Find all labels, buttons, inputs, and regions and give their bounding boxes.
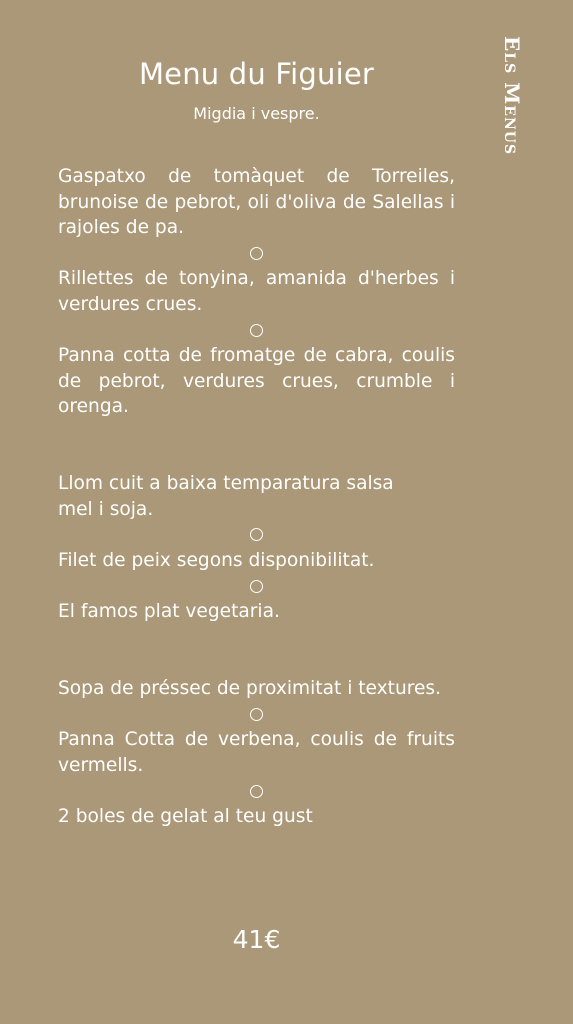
separator-circle-icon [58, 522, 455, 548]
separator-circle-icon [58, 318, 455, 344]
separator-circle-icon [58, 573, 455, 599]
page-subtitle: Migdia i vespre. [193, 104, 320, 123]
course-desserts [58, 676, 455, 830]
dish-item: Gaspatxo de tomàquet de Torreiles, brunoise de pebrot, oli d'oliva de Salellas i rajoles de pa. [58, 166, 455, 239]
dish-item: Rillettes de tonyina, amanida d'herbes i verdures crues. [58, 268, 455, 315]
dish-item: Llom cuit a baixa temparatura salsa mel i soja. [58, 473, 394, 520]
separator-circle-icon [58, 702, 455, 728]
separator-circle-icon [58, 778, 455, 804]
dish-item: El famos plat vegetaria. [58, 600, 280, 622]
dish-item: Panna cotta de fromatge de cabra, coulis de pebrot, verdures crues, crumble i orenga. [58, 345, 455, 418]
page-title: Menu du Figuier [138, 57, 375, 91]
dish-item: Sopa de préssec de proximitat i textures. [58, 678, 442, 699]
dish-item: Panna Cotta de verbena, coulis de fruits vermells. [58, 729, 455, 776]
side-label: Els Menus [500, 36, 524, 156]
course-starters [58, 164, 455, 420]
dish-item: Filet de peix segons disponibilitat. [58, 549, 375, 571]
menu-price: 41€ [232, 925, 281, 954]
dish-item: 2 boles de gelat al teu gust [58, 805, 313, 827]
separator-circle-icon [58, 241, 455, 267]
course-mains [58, 471, 455, 625]
